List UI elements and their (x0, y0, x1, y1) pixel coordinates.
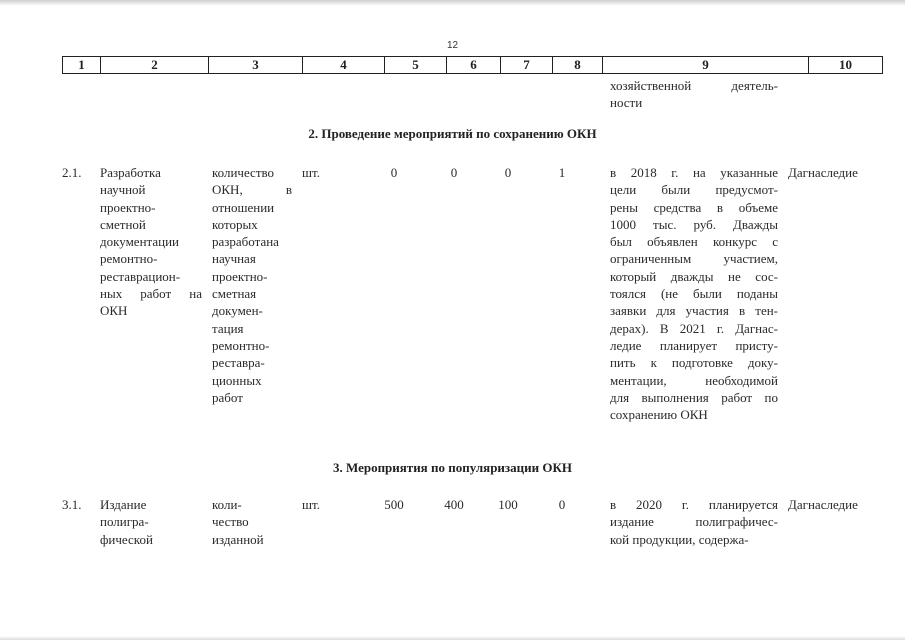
row-3-1-executor: Дагнаследие (788, 497, 858, 512)
row-2-1-value-col8: 1 (558, 165, 566, 180)
carryover-line: ности (610, 95, 643, 111)
header-col-7: 7 (501, 57, 553, 74)
row-3-1-value-col8: 0 (558, 497, 566, 512)
column-number-header (62, 56, 883, 74)
indicator-line: разработана (212, 234, 279, 250)
indicator-line: тация (212, 320, 244, 336)
note-line: пить к подготовке доку- (610, 355, 778, 371)
indicator-line: количество (212, 165, 275, 180)
note-line: цели были предусмот- (610, 182, 778, 198)
row-2-1-indicator (212, 164, 292, 406)
row-3-1-number: 3.1. (62, 497, 82, 512)
header-col-9: 9 (603, 57, 809, 74)
note-line: кой продукции, содержа- (610, 531, 749, 547)
row-2-1-note (610, 164, 778, 423)
header-col-6: 6 (447, 57, 501, 74)
indicator-line: реставра- (212, 355, 265, 371)
note-line: тоялся (не были поданы (610, 286, 778, 302)
indicator-line: ционных (212, 372, 262, 388)
row-3-1-value-col5: 500 (384, 497, 404, 512)
name-line: сметной (100, 216, 146, 232)
note-line: ограниченным участием, (610, 251, 778, 267)
indicator-line: чество (212, 514, 249, 530)
row-2-1-unit: шт. (302, 165, 320, 180)
indicator-line: работ (212, 389, 243, 405)
note-line: 1000 тыс. руб. Дважды (610, 216, 778, 232)
note-line: дерах). В 2021 г. Дагнас- (610, 320, 778, 336)
note-line: который дважды не сос- (610, 268, 778, 284)
header-col-3: 3 (209, 57, 303, 74)
indicator-line: сметная (212, 286, 257, 302)
indicator-line: докумен- (212, 303, 263, 319)
note-line: ментации, необходимой (610, 372, 778, 388)
indicator-line: которых (212, 216, 258, 232)
note-line: ледие планирует присту- (610, 337, 778, 353)
row-3-1-value-col7: 100 (498, 497, 518, 512)
indicator-line: отношении (212, 199, 275, 215)
name-line: Издание (100, 497, 147, 512)
name-line: документации (100, 234, 180, 250)
header-col-8: 8 (553, 57, 603, 74)
row-3-1-value-col6: 400 (444, 497, 464, 512)
indicator-line: ремонтно- (212, 337, 270, 353)
note-line: в 2018 г. на указанные (610, 165, 778, 180)
note-line: сохранению ОКН (610, 407, 708, 423)
indicator-line: изданной (212, 531, 264, 547)
name-line: фической (100, 531, 153, 547)
note-line: заявки для участия в тен- (610, 303, 778, 319)
carryover-note (610, 77, 778, 112)
name-line: ремонтно- (100, 251, 158, 267)
name-line: реставрацион- (100, 268, 181, 284)
note-line: для выполнения работ по (610, 389, 778, 405)
indicator-line: научная (212, 251, 256, 267)
indicator-line: коли- (212, 497, 242, 512)
row-2-1-number: 2.1. (62, 165, 82, 180)
row-2-1-value-col6: 0 (450, 165, 458, 180)
note-line: рены средства в объеме (610, 199, 778, 215)
row-3-1-name (100, 496, 202, 548)
note-line: издание полиграфичес- (610, 514, 778, 530)
row-2-1-value-col7: 0 (504, 165, 512, 180)
header-col-1: 1 (63, 57, 101, 74)
page-number: 12 (446, 40, 459, 51)
note-line: был объявлен конкурс с (610, 234, 778, 250)
row-3-1-unit: шт. (302, 497, 320, 512)
row-3-1-note (610, 496, 778, 548)
header-col-4: 4 (303, 57, 385, 74)
header-col-5: 5 (385, 57, 447, 74)
name-line: научной (100, 182, 146, 198)
row-2-1-executor: Дагнаследие (788, 165, 858, 180)
section-2-title: 2. Проведение мероприятий по сохранению ОКН (308, 126, 597, 141)
name-line: ОКН (100, 303, 128, 319)
indicator-line: ОКН, в (212, 182, 292, 198)
section-3-title: 3. Мероприятия по популяризации ОКН (332, 460, 573, 475)
row-2-1-name (100, 164, 202, 320)
header-col-10: 10 (809, 57, 883, 74)
header-col-2: 2 (101, 57, 209, 74)
carryover-line: хозяйственной деятель- (610, 78, 778, 93)
name-line: проектно- (100, 199, 156, 215)
scan-top-edge (0, 0, 905, 6)
note-line: в 2020 г. планируется (610, 497, 778, 512)
scan-bottom-edge (0, 636, 905, 640)
row-3-1-indicator (212, 496, 292, 548)
name-line: полигра- (100, 514, 149, 530)
name-line: Разработка (100, 165, 161, 180)
indicator-line: проектно- (212, 268, 268, 284)
name-line: ных работ на (100, 286, 202, 302)
row-2-1-value-col5: 0 (390, 165, 398, 180)
